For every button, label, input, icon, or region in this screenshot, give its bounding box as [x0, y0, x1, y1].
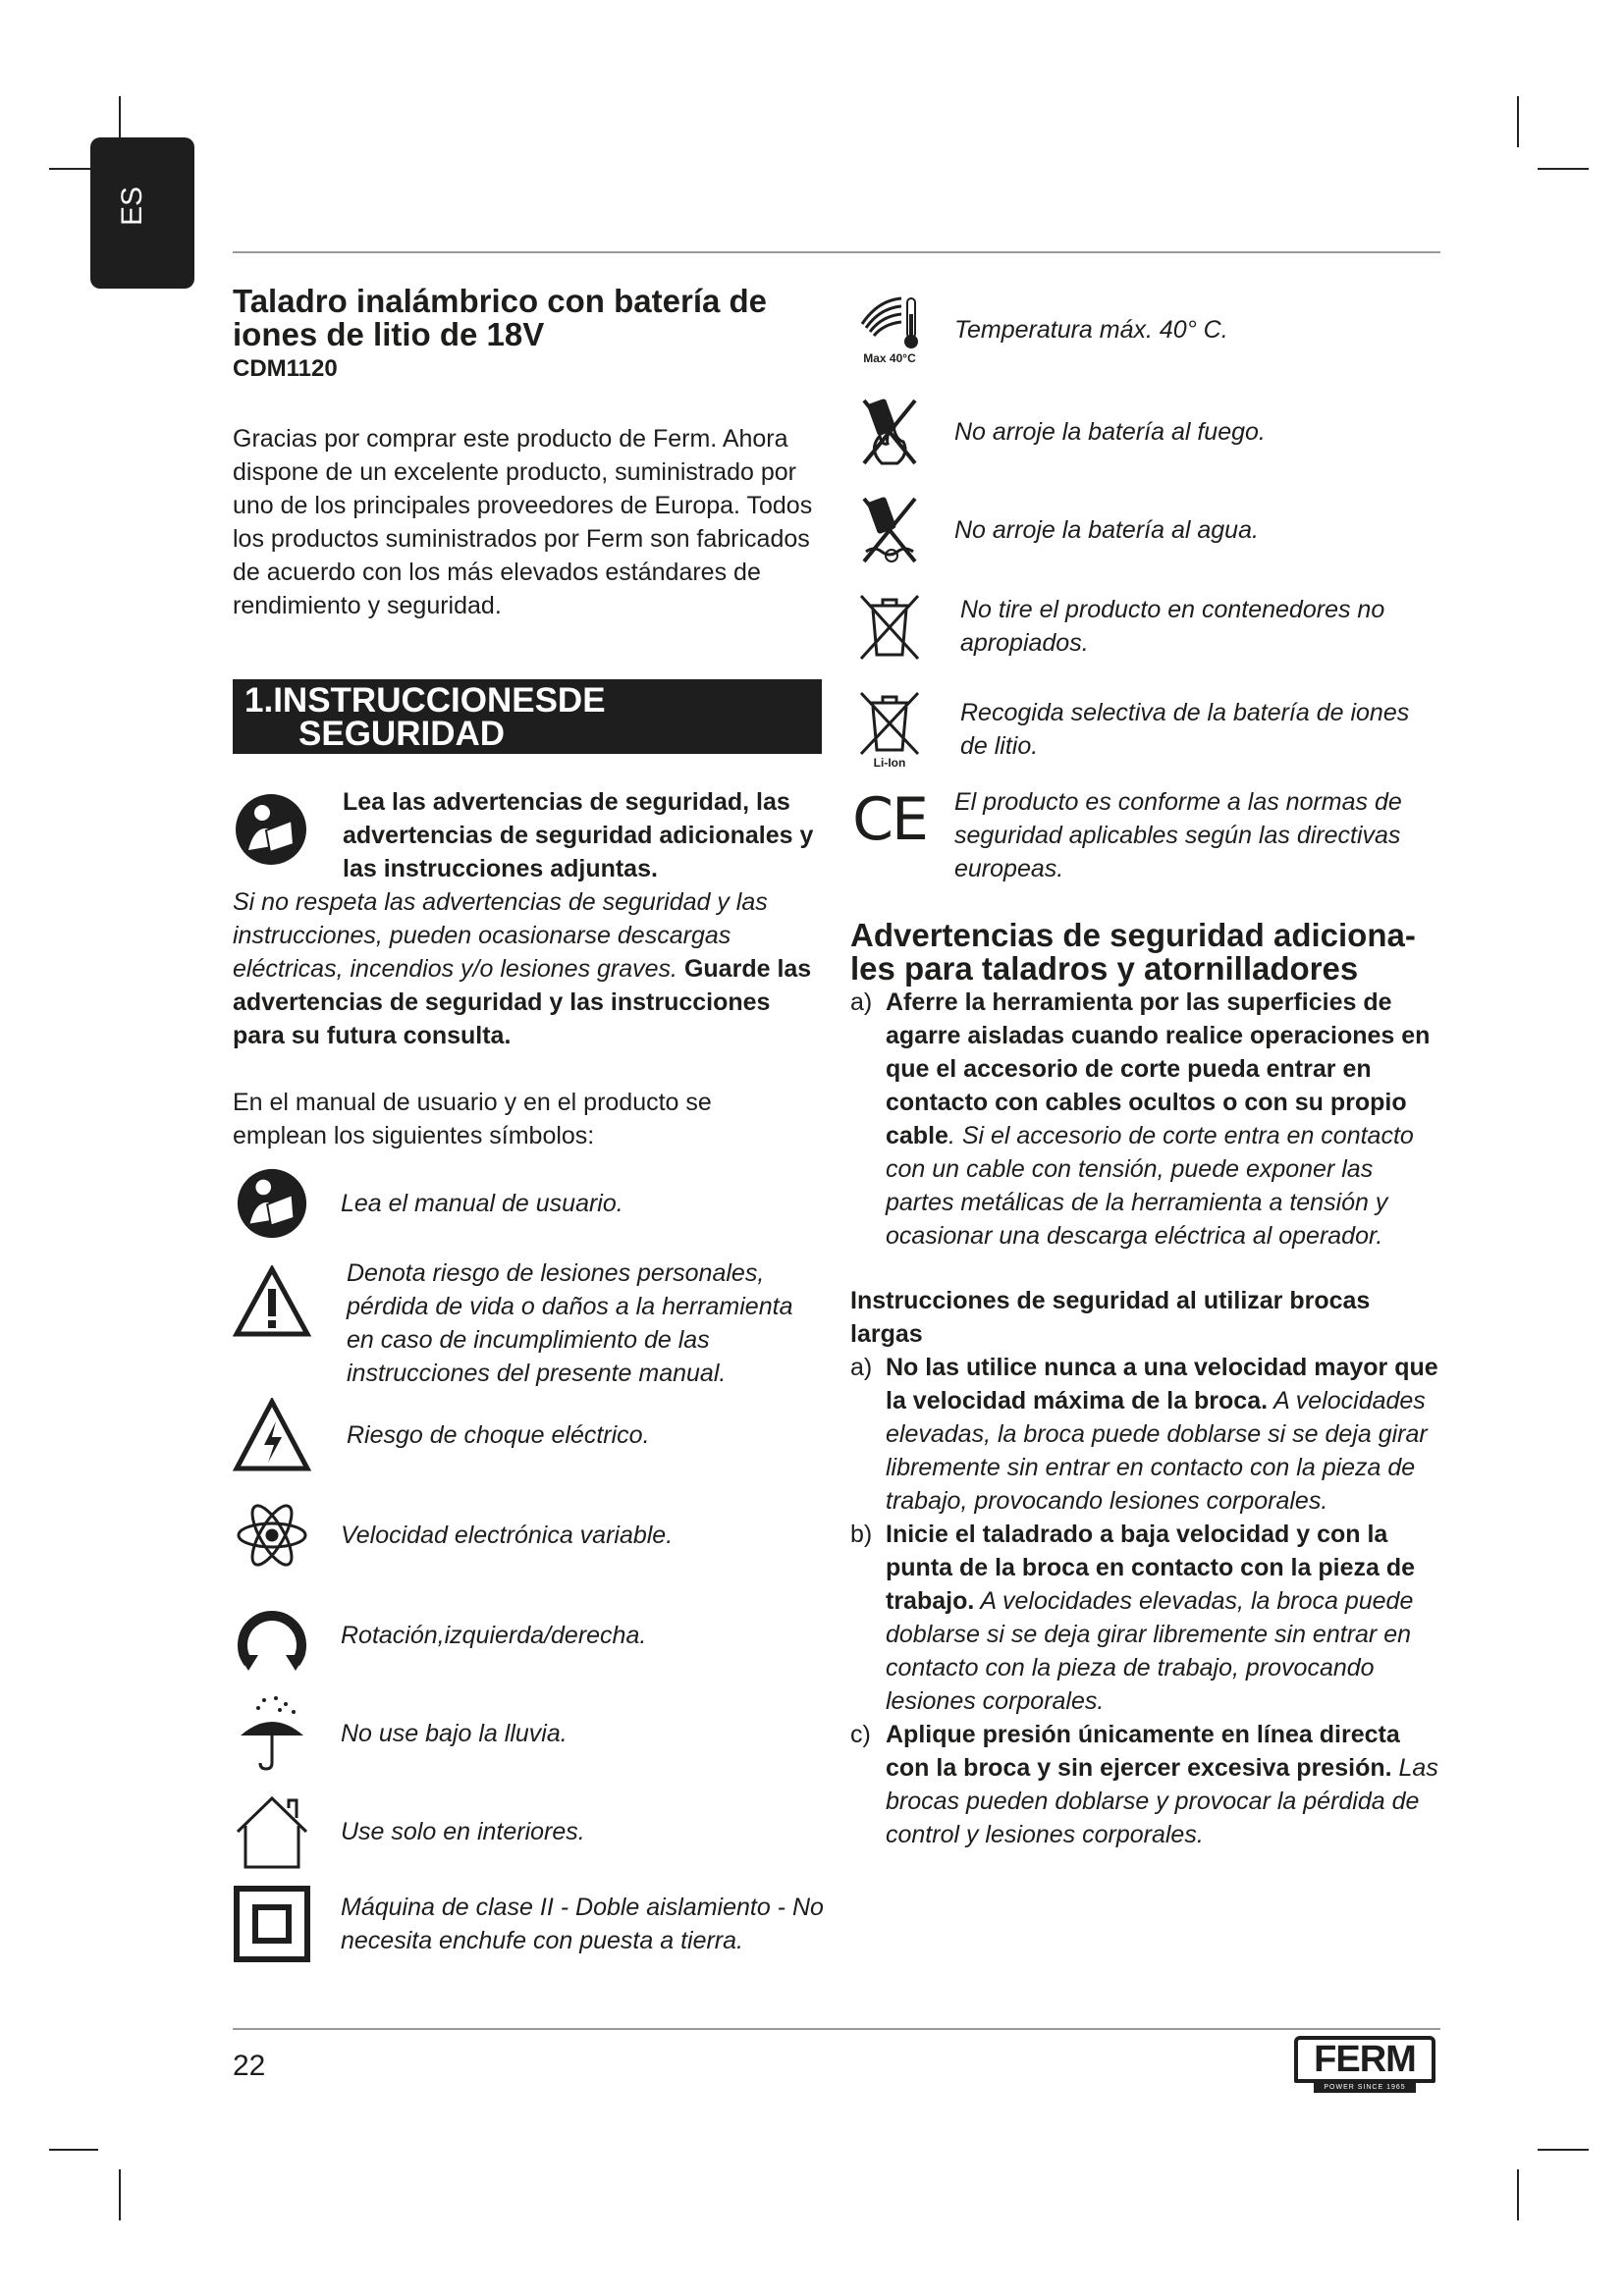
symbol-row [233, 1396, 827, 1474]
symbol-text: Temperatura máx. 40° C. [954, 316, 1228, 344]
read-warning-continued [233, 885, 827, 1052]
list-marker: a) [850, 1354, 873, 1381]
bottom-rule [233, 2028, 1440, 2030]
symbol-row [233, 1596, 827, 1675]
page-number: 22 [233, 2050, 266, 2082]
read-manual-icon [233, 1164, 311, 1243]
list-item-bold: No las utilice nunca a una velocidad mayor que la velocidad máxima de la broca. [886, 1354, 1438, 1415]
symbol-row [850, 687, 1439, 772]
ferm-logo [1294, 2036, 1435, 2095]
drill-safety-heading-line2: les para taladros y atornilladores [850, 950, 1359, 987]
symbols-intro: En el manual de usuario y en el producto se emplean los siguientes símbolos: [233, 1089, 712, 1149]
electric-shock-icon [233, 1396, 311, 1474]
list-item-bold: Aplique presión únicamente en línea directa con la broca y sin ejercer excesiva presión. [886, 1721, 1400, 1782]
symbol-row [233, 1885, 827, 1963]
symbol-row [850, 587, 1439, 666]
symbol-row [233, 1164, 827, 1243]
symbol-text: Use solo en interiores. [341, 1818, 585, 1845]
model-number: CDM1120 [233, 355, 338, 382]
list-item-italic: A velocidades elevadas, la broca puede doblarse si se deja girar libremente sin entrar en contacto con la pieza de trabajo, provocando lesiones corporales. [886, 1387, 1428, 1515]
crossed-bin-liion-icon [850, 687, 929, 772]
section-heading-line1: 1.INSTRUCCIONESDE [244, 681, 606, 720]
symbol-text: Velocidad electrónica variable. [341, 1522, 674, 1549]
symbol-text: No tire el producto en contenedores no apropiados. [960, 596, 1385, 657]
umbrella-rain-icon [233, 1694, 311, 1773]
drill-safety-heading-line1: Advertencias de seguridad adiciona- [850, 917, 1416, 953]
symbol-row [850, 393, 1439, 471]
symbol-text: Máquina de clase II - Doble aislamiento - No necesita enchufe con puesta a tierra. [341, 1894, 824, 1954]
list-item-italic: Las brocas pueden doblarse y provocar la pérdida de control y lesiones corporales. [886, 1754, 1438, 1848]
intro-paragraph: Gracias por comprar este producto de Ferm. Ahora dispone de un excelente producto, suministrado por uno de los principales proveedores de Europa. Todos los productos suministrados por Ferm son fabricados de acuerdo con los más elevados estándares de rendimiento y seguridad. [233, 425, 813, 619]
ce-mark-text: CE [852, 785, 927, 854]
symbol-row [233, 1496, 827, 1575]
max-temperature-label: Max 40°C [863, 351, 916, 365]
house-icon [233, 1792, 311, 1871]
max-temperature-icon [850, 291, 929, 369]
symbol-row [850, 491, 1439, 569]
list-item [850, 1351, 1445, 1518]
crop-mark [119, 2169, 121, 2220]
read-warning-italic: Si no respeta las advertencias de seguridad y las instrucciones, pueden ocasionarse descargas eléctricas, incendios y/o lesiones graves. [233, 888, 768, 983]
symbol-text: No arroje la batería al agua. [954, 516, 1259, 544]
language-code: ES [116, 186, 148, 226]
crop-mark [49, 2149, 98, 2151]
symbol-text: Lea el manual de usuario. [341, 1190, 623, 1217]
brand-name: FERM [1314, 2039, 1416, 2080]
no-water-icon [850, 491, 929, 569]
symbol-text: El producto es conforme a las normas de seguridad aplicables según las directivas europeas. [954, 788, 1402, 882]
crop-mark [1538, 2149, 1589, 2151]
crop-mark [1538, 168, 1589, 170]
warning-triangle-icon [233, 1262, 311, 1341]
symbol-row [233, 1256, 827, 1390]
symbol-text: Denota riesgo de lesiones personales, pérdida de vida o daños a la herramienta en caso de incumplimiento de las instrucciones del presente manual. [347, 1259, 793, 1387]
section-heading [233, 679, 822, 754]
language-tab [90, 137, 194, 289]
no-fire-icon [850, 393, 929, 471]
symbol-row [850, 291, 1439, 369]
long-bits-heading: Instrucciones de seguridad al utilizar brocas largas [850, 1287, 1371, 1348]
crop-mark [1517, 96, 1519, 147]
symbol-row [233, 1694, 827, 1773]
symbol-text: Riesgo de choque eléctrico. [347, 1421, 650, 1449]
list-item-bold: Aferre la herramienta por las superficies de agarre aisladas cuando realice operaciones en que el accesorio de corte pueda entrar en contacto con cables ocultos o con su propio cable [886, 988, 1431, 1149]
top-rule [233, 251, 1440, 253]
symbol-row [233, 1792, 827, 1871]
crop-mark [1517, 2169, 1519, 2220]
brand-tagline: POWER SINCE 1965 [1314, 2083, 1416, 2093]
drill-safety-list [850, 986, 1445, 1253]
list-item-bold: Inicie el taladrado a baja velocidad y con la punta de la broca en contacto con la pieza de trabajo. [886, 1521, 1416, 1615]
section-heading-line2: SEGURIDAD [298, 715, 506, 753]
list-marker: b) [850, 1521, 873, 1548]
drill-safety-heading [850, 919, 1449, 986]
symbol-row [850, 785, 1439, 885]
page-title: Taladro inalámbrico con batería de iones de litio de 18V [233, 283, 768, 352]
symbol-text: No use bajo la lluvia. [341, 1720, 568, 1747]
double-insulation-icon [233, 1885, 311, 1963]
long-bits-list [850, 1351, 1445, 1851]
list-item-italic: A velocidades elevadas, la broca puede doblarse si se deja girar libremente sin entrar en contacto con la pieza de trabajo, provocando lesiones corporales. [886, 1587, 1414, 1715]
list-marker: a) [850, 988, 873, 1016]
symbol-text: Rotación,izquierda/derecha. [341, 1622, 647, 1649]
list-marker: c) [850, 1721, 871, 1748]
read-warning-bold2: Guarde las advertencias de seguridad y las instrucciones para su futura consulta. [233, 955, 812, 1049]
atom-icon [233, 1496, 311, 1575]
list-item [850, 1518, 1445, 1718]
ce-mark-icon [850, 785, 929, 854]
read-warning [233, 785, 827, 885]
list-item [850, 986, 1445, 1253]
list-item-italic: . Si el accesorio de corte entra en contacto con un cable con tensión, puede exponer las partes metálicas de la herramienta a tensión y ocasionar una descarga eléctrica al operador. [886, 1122, 1414, 1250]
liion-label: Li-Ion [873, 756, 906, 770]
symbol-text: No arroje la batería al fuego. [954, 418, 1266, 446]
rotation-icon [233, 1596, 311, 1675]
crossed-bin-icon [850, 587, 929, 666]
list-item [850, 1718, 1445, 1851]
read-warning-bold: Lea las advertencias de seguridad, las advertencias de seguridad adicionales y las instrucciones adjuntas. [343, 788, 814, 882]
symbol-text: Recogida selectiva de la batería de iones de litio. [960, 699, 1410, 760]
left-column [233, 285, 822, 383]
